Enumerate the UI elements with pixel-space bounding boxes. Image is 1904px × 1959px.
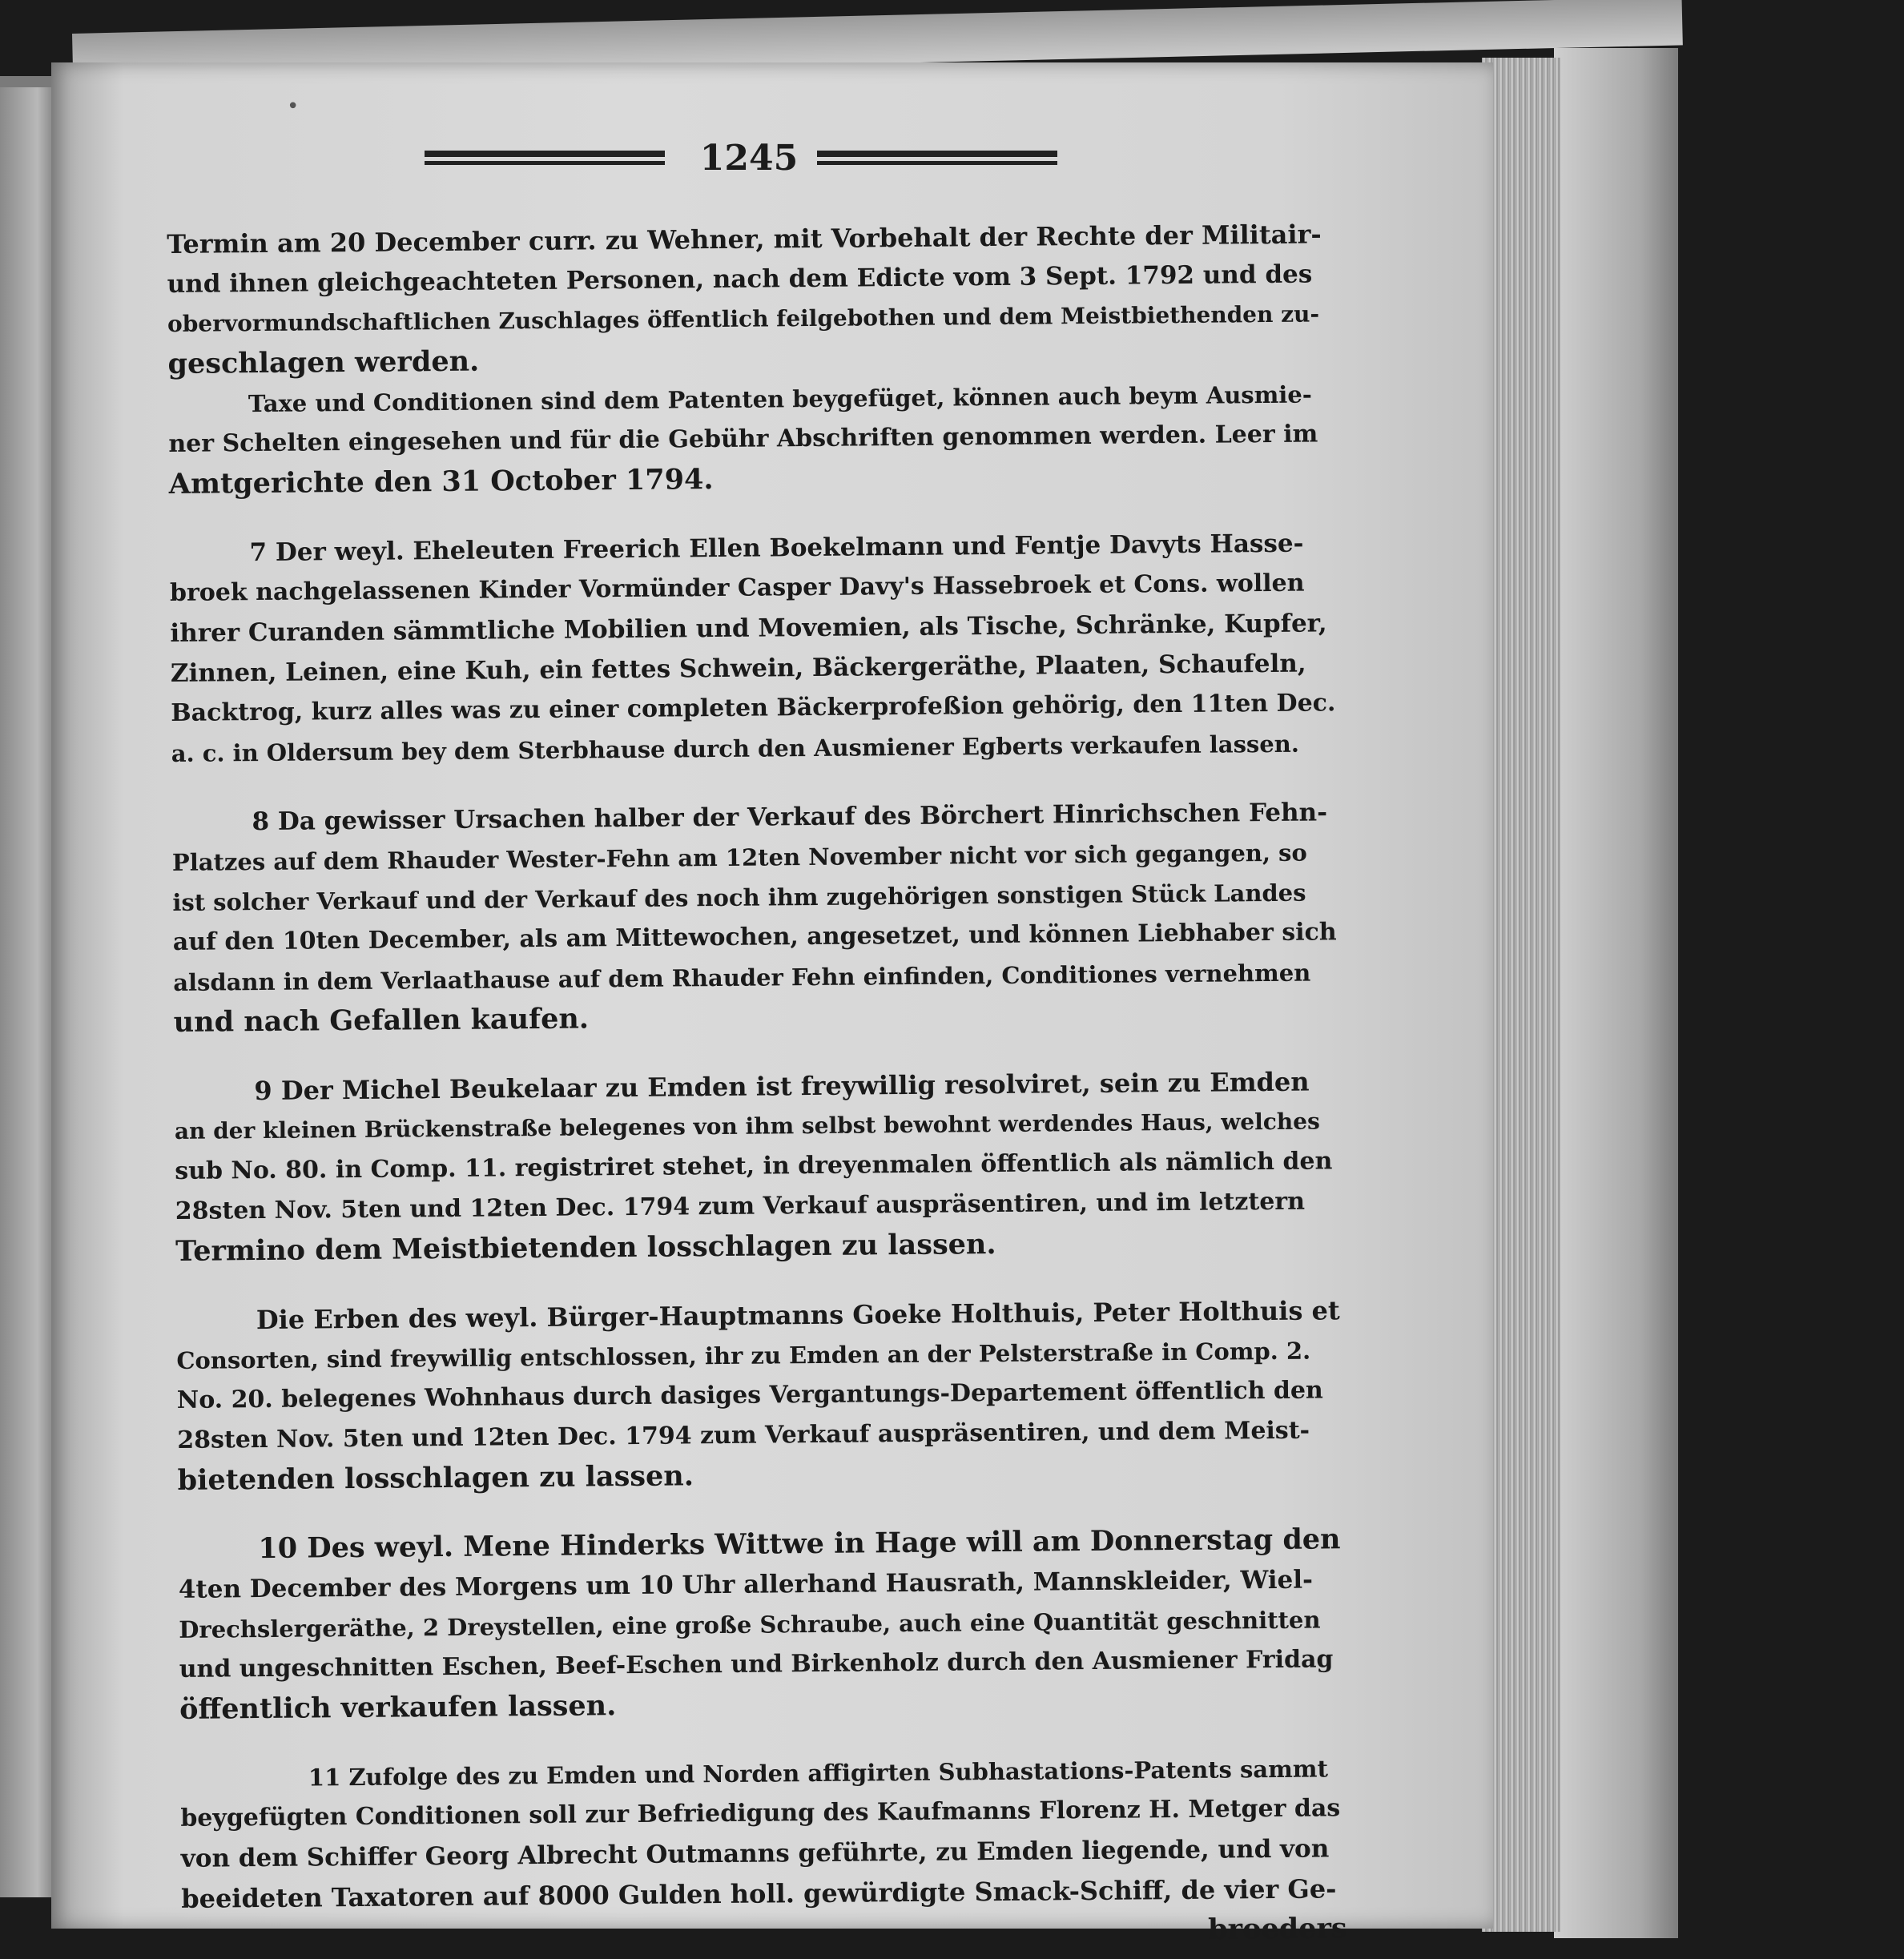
header-rule-right [817, 151, 1057, 168]
text-line: 8 Da gewisser Ursachen halber der Verkauf des Börchert Hinrichschen Fehn- [252, 798, 1328, 837]
text-line: Backtrog, kurz alles was zu einer completen Bäckerprofeßion gehörig, den 11ten Dec. [171, 689, 1336, 727]
text-line: ihrer Curanden sämmtliche Mobilien und Movemien, als Tische, Schränke, Kupfer, [170, 609, 1327, 648]
text-line: ist solcher Verkauf und der Verkauf des noch ihm zugehörigen sonstigen Stück Landes [172, 879, 1306, 916]
text-line: beygefügten Conditionen soll zur Befriedigung des Kaufmanns Florenz H. Metger das [180, 1794, 1341, 1832]
text-line: 11 Zufolge des zu Emden und Norden affigirten Subhastations-Patents sammt [308, 1755, 1329, 1792]
paragraph-p3 [169, 523, 1337, 774]
text-line: Die Erben des weyl. Bürger-Hauptmanns Goeke Holthuis, Peter Holthuis et [256, 1295, 1340, 1336]
text-line: an der kleinen Brückenstraße belegenes von ihm selbst bewohnt werdendes Haus, welches [174, 1108, 1320, 1144]
page-header [425, 138, 1049, 179]
text-line: Termin am 20 December curr. zu Wehner, mit Vorbehalt der Rechte der Militair- [167, 219, 1322, 259]
stray-mark: • [287, 95, 300, 119]
text-line: Taxe und Conditionen sind dem Patenten beygefüget, können auch beym Ausmie- [248, 380, 1312, 418]
text-line: Zinnen, Leinen, eine Kuh, ein fettes Schwein, Bäckergeräthe, Plaaten, Schaufeln, [170, 649, 1306, 688]
text-line: ner Schelten eingesehen und für die Gebühr Abschriften genommen werden. Leer im [168, 420, 1318, 458]
text-line: Amtgerichte den 31 October 1794. [168, 463, 714, 501]
page-body-text [167, 214, 1347, 1959]
book-cover-right [1554, 48, 1678, 1938]
text-line: und ungeschnitten Eschen, Beef-Eschen und Birkenholz durch den Ausmiener Fridag [179, 1645, 1334, 1683]
text-line: Drechslergeräthe, 2 Dreystellen, eine große Schraube, auch eine Quantität geschnitten [179, 1606, 1321, 1643]
text-line: Platzes auf dem Rhauder Wester-Fehn am 12ten November nicht vor sich gegangen, so [171, 839, 1307, 876]
text-line: öffentlich verkaufen lassen. [179, 1689, 617, 1726]
paragraph-p2 [168, 374, 1334, 505]
text-line: 9 Der Michel Beukelaar zu Emden ist freywillig resolviret, sein zu Emden [254, 1066, 1310, 1107]
paragraph-p6 [176, 1290, 1343, 1501]
page-edges [1482, 58, 1560, 1932]
page-number: 1245 [699, 138, 799, 179]
text-line: bietenden losschlagen zu lassen. [177, 1459, 694, 1497]
text-line: geschlagen werden. [167, 344, 480, 380]
text-line: 28sten Nov. 5ten und 12ten Dec. 1794 zum Verkauf auspräsentiren, und im letztern [175, 1187, 1306, 1225]
text-line: und ihnen gleichgeachteten Personen, nach dem Edicte vom 3 Sept. 1792 und des [167, 259, 1313, 299]
text-line: 28sten Nov. 5ten und 12ten Dec. 1794 zum Verkauf auspräsentiren, und dem Meist- [177, 1416, 1310, 1454]
text-line: Termino dem Meistbietenden losschlagen zu lassen. [175, 1228, 996, 1268]
text-line: 10 Des weyl. Mene Hinderks Wittwe in Hage will am Donnerstag den [258, 1523, 1341, 1566]
paragraph-p8 [180, 1748, 1347, 1919]
text-line: beeideten Taxatoren auf 8000 Gulden holl. gewürdigte Smack-Schiff, de vier Ge- [181, 1873, 1337, 1914]
text-line: 7 Der weyl. Eheleuten Freerich Ellen Boekelmann und Fentje Davyts Hasse- [249, 529, 1304, 568]
text-line: und nach Gefallen kaufen. [173, 1002, 590, 1039]
text-line: von dem Schiffer Georg Albrecht Outmanns geführte, zu Emden liegende, und von [180, 1834, 1330, 1873]
text-line: 4ten December des Morgens um 10 Uhr allerhand Hausrath, Mannskleider, Wiel- [178, 1565, 1314, 1604]
paragraph-p5 [174, 1061, 1341, 1272]
text-line: broek nachgelassenen Kinder Vormünder Casper Davy's Hassebroek et Cons. wollen [169, 569, 1305, 607]
text-line: obervormundschaftlichen Zuschlages öffentlich feilgebothen und dem Meistbiethenden zu- [167, 300, 1320, 337]
text-line: alsdann in dem Verlaathause auf dem Rhauder Fehn einfinden, Conditiones vernehmen [173, 959, 1311, 996]
text-line: auf den 10ten December, als am Mittewochen, angesetzet, und können Liebhaber sich [172, 918, 1337, 956]
paragraph-p4 [171, 792, 1339, 1043]
text-line: No. 20. belegenes Wohnhaus durch dasiges Vergantungs-Departement öffentlich den [176, 1376, 1323, 1414]
text-line: sub No. 80. in Comp. 11. registriret stehet, in dreyenmalen öffentlich als nämlich den [175, 1147, 1333, 1185]
catchword: broeders [1208, 1912, 1347, 1946]
text-line: a. c. in Oldersum bey dem Sterbhause durch den Ausmiener Egberts verkaufen lassen. [171, 730, 1300, 767]
text-line: Consorten, sind freywillig entschlossen, ihr zu Emden an der Pelsterstraße in Comp. 2. [176, 1337, 1311, 1374]
paragraph-p7 [178, 1519, 1345, 1730]
header-rule-left [425, 151, 665, 168]
paragraph-p1 [167, 214, 1334, 384]
